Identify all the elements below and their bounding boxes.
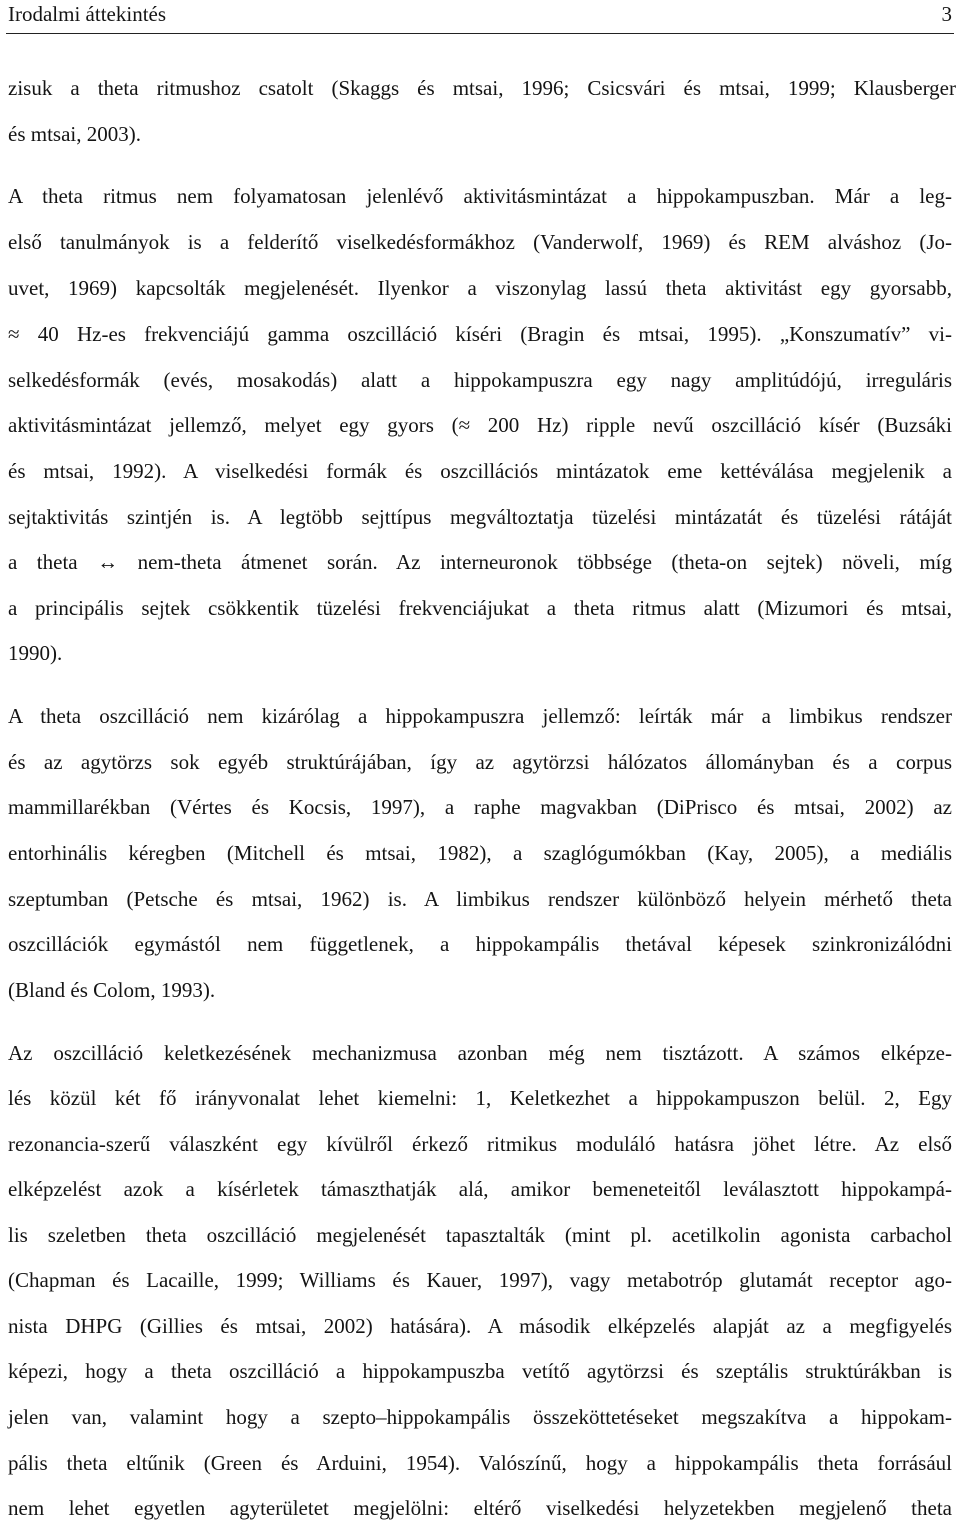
text-line: nem lehet egyetlen agyterületet megjelölni: eltérő viselkedési helyzetekben megjelenő theta xyxy=(8,1496,952,1520)
text-line: A theta oszcilláció nem kizárólag a hippokampuszra jellemző: leírták már a limbikus rendszer xyxy=(8,704,952,728)
section-title: Irodalmi áttekintés xyxy=(8,1,167,26)
text-line: lis szeletben theta oszcilláció megjelenését tapasztalták (mint pl. acetilkolin agonista carbachol xyxy=(8,1223,952,1247)
text-line: mammillarékban (Vértes és Kocsis, 1997), a raphe magvakban (DiPrisco és mtsai, 2002) az xyxy=(8,795,952,819)
text-line: rezonancia-szerű válaszként egy kívülről érkező ritmikus moduláló hatásra jöhet létre. Az első xyxy=(8,1132,952,1156)
text-line: oszcillációk egymástól nem függetlenek, a hippokampális thetával képesek szinkronizálódni xyxy=(8,932,952,956)
text-line: elképzelést azok a kísérletek támaszthatják alá, amikor bemeneteitől leválasztott hippokampá- xyxy=(8,1177,952,1201)
text-line: Az oszcilláció keletkezésének mechanizmusa azonban még nem tisztázott. A számos elképze- xyxy=(8,1041,952,1065)
text-line: uvet, 1969) kapcsolták megjelenését. Ilyenkor a viszonylag lassú theta aktivitást egy gyorsabb, xyxy=(8,276,952,300)
text-line: jelen van, valamint hogy a szepto–hippokampális összeköttetéseket megszakítva a hippokam- xyxy=(8,1405,952,1429)
text-line: a principális sejtek csökkentik tüzelési frekvenciájukat a theta ritmus alatt (Mizumori és mtsai, xyxy=(8,596,952,620)
header-rule xyxy=(6,33,954,34)
text-line: (Bland és Colom, 1993). xyxy=(8,978,216,1002)
text-line: és mtsai, 2003). xyxy=(8,122,141,146)
text-line: (Chapman és Lacaille, 1999; Williams és Kauer, 1997), vagy metabotróp glutamát receptor ago- xyxy=(8,1268,952,1292)
text-line: aktivitásmintázat jellemző, melyet egy gyors (≈ 200 Hz) ripple nevű oszcilláció kísér (Buzsáki xyxy=(8,413,952,437)
text-line: 1990). xyxy=(8,641,63,665)
page-number: 3 xyxy=(941,1,952,26)
text-line: lés közül két fő irányvonalat lehet kiemelni: 1, Keletkezhet a hippokampuszon belül. 2, Egy xyxy=(8,1086,952,1110)
text-line: ≈ 40 Hz-es frekvenciájú gamma oszcilláció kíséri (Bragin és mtsai, 1995). „Konszumatív” vi- xyxy=(8,322,952,346)
text-line: entorhinális kéregben (Mitchell és mtsai, 1982), a szaglógumókban (Kay, 2005), a mediális xyxy=(8,841,952,865)
text-line: sejtaktivitás szintjén is. A legtöbb sejttípus megváltoztatja tüzelési mintázatát és tüzelési rátáját xyxy=(8,505,952,529)
text-line: pális theta eltűnik (Green és Arduini, 1954). Valószínű, hogy a hippokampális theta forrásául xyxy=(8,1451,952,1475)
text-line: képezi, hogy a theta oszcilláció a hippokampuszba vetítő agytörzsi és szeptális struktúrákban is xyxy=(8,1359,952,1383)
text-line: első tanulmányok is a felderítő viselkedésformákhoz (Vanderwolf, 1969) és REM alváshoz (Jo- xyxy=(8,230,952,254)
text-line: A theta ritmus nem folyamatosan jelenlévő aktivitásmintázat a hippokampuszban. Már a leg- xyxy=(8,184,952,208)
text-line: és mtsai, 1992). A viselkedési formák és oszcillációs mintázatok eme kettéválása megjelenik a xyxy=(8,459,952,483)
text-line: selkedésformák (evés, mosakodás) alatt a hippokampuszra egy nagy amplitúdójú, irreguláris xyxy=(8,368,952,392)
text-line: zisuk a theta ritmushoz csatolt (Skaggs és mtsai, 1996; Csicsvári és mtsai, 1999; Klausberger xyxy=(8,76,956,100)
text-line: nista DHPG (Gillies és mtsai, 2002) hatására). A második elképzelés alapját az a megfigyelés xyxy=(8,1314,952,1338)
running-header xyxy=(8,0,952,28)
text-line: szeptumban (Petsche és mtsai, 1962) is. A limbikus rendszer különböző helyein mérhető theta xyxy=(8,887,952,911)
text-line: a theta ↔ nem-theta átmenet során. Az interneuronok többsége (theta-on sejtek) növeli, míg xyxy=(8,550,952,574)
text-line: és az agytörzs sok egyéb struktúrájában, így az agytörzsi hálózatos állományban és a corpus xyxy=(8,750,952,774)
